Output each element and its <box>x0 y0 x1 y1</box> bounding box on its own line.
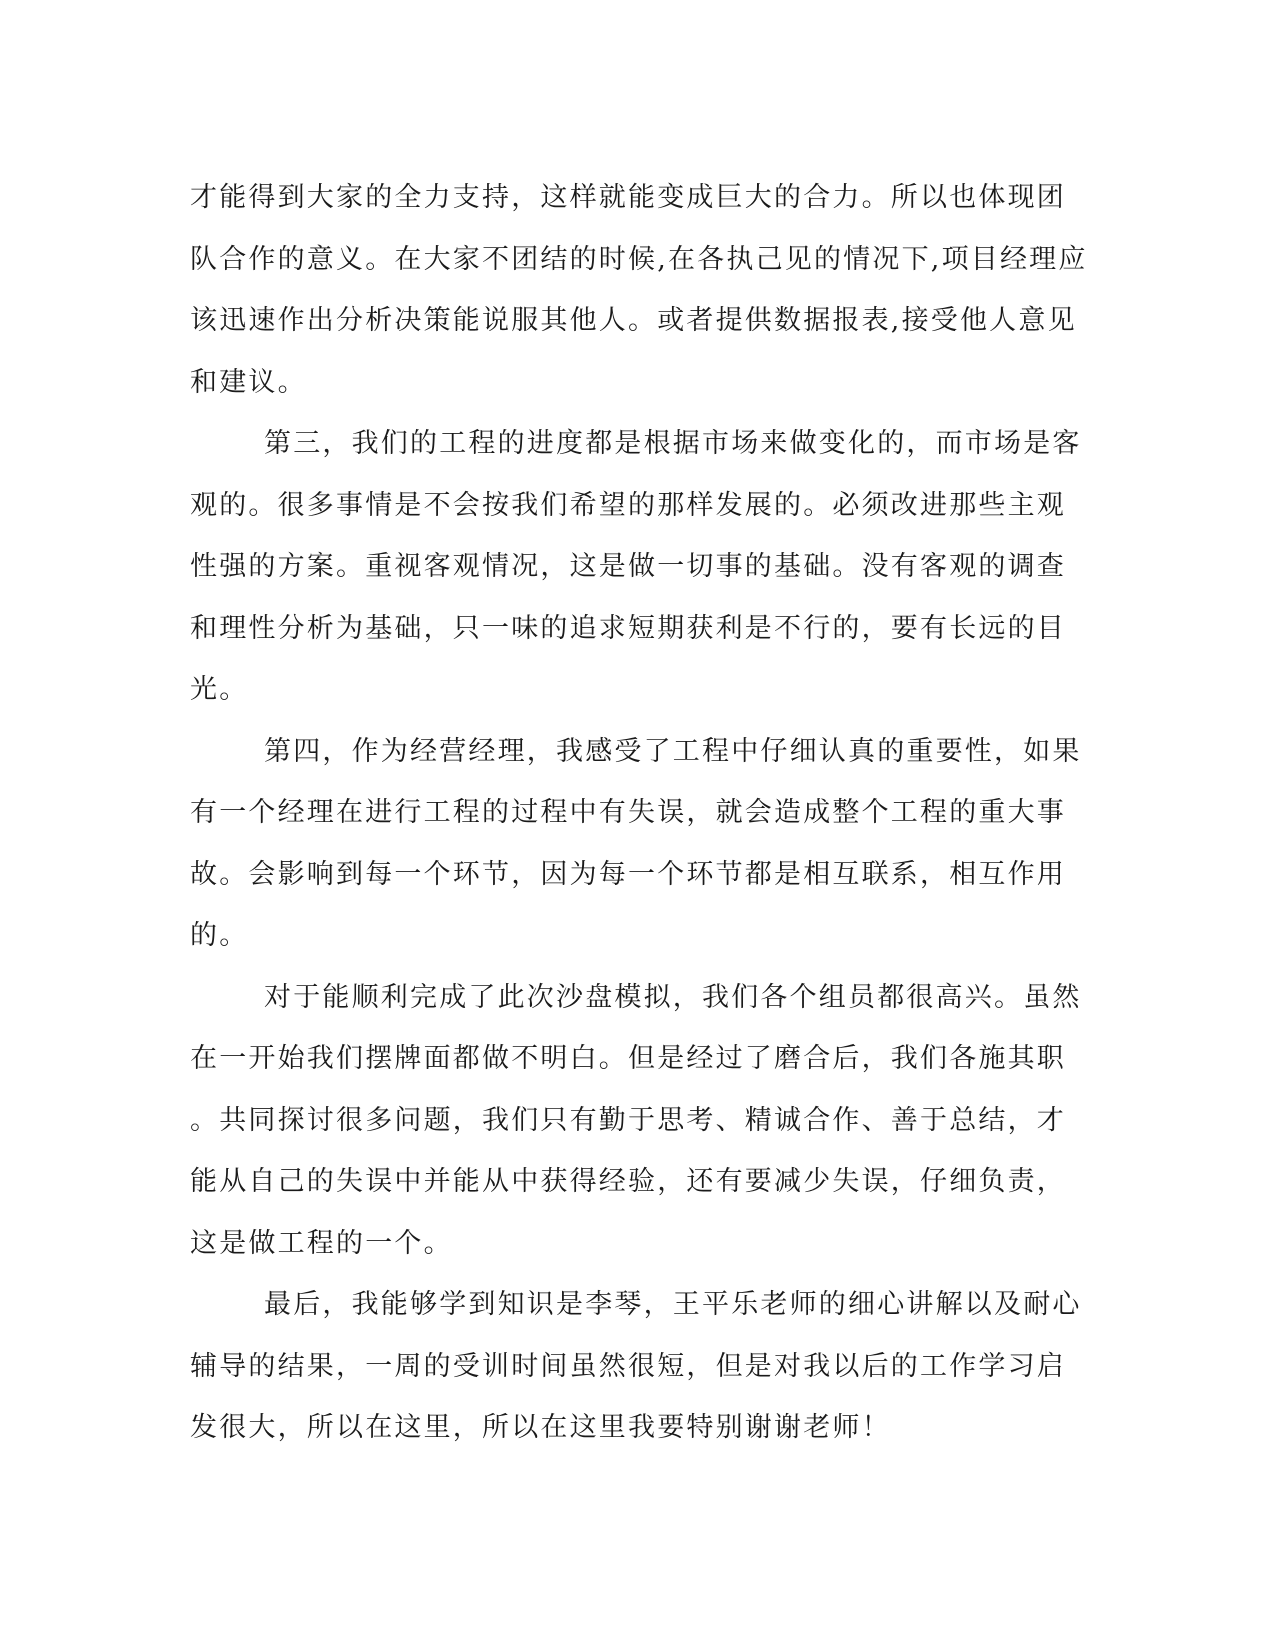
text-line: 的。 <box>190 920 249 951</box>
paragraph-start-line: 第四，作为经营经理，我感受了工程中仔细认真的重要性，如果 <box>264 735 1082 767</box>
text-line: 该迅速作出分析决策能说服其他人。或者提供数据报表,接受他人意见 <box>190 305 1077 336</box>
text-line: 才能得到大家的全力支持，这样就能变成巨大的合力。所以也体现团 <box>190 182 1066 213</box>
text-line: 和理性分析为基础，只一味的追求短期获利是不行的，要有长远的目 <box>190 612 1066 644</box>
text-line: 队合作的意义。在大家不团结的时候,在各执己见的情况下,项目经理应 <box>190 243 1088 275</box>
paragraph-start-line: 对于能顺利完成了此次沙盘模拟，我们各个组员都很高兴。虽然 <box>264 981 1082 1013</box>
text-line: 在一开始我们摆牌面都做不明白。但是经过了磨合后，我们各施其职 <box>190 1043 1066 1074</box>
text-line: 观的。很多事情是不会按我们希望的那样发展的。必须改进那些主观 <box>190 489 1066 521</box>
paragraph-start-line: 最后，我能够学到知识是李琴，王平乐老师的细心讲解以及耐心 <box>264 1289 1082 1320</box>
text-line: 辅导的结果，一周的受训时间虽然很短，但是对我以后的工作学习启 <box>190 1350 1066 1382</box>
text-line: 光。 <box>190 674 249 705</box>
text-line: 能从自己的失误中并能从中获得经验，还有要减少失误，仔细负责， <box>190 1166 1066 1197</box>
document-body <box>190 167 1090 1459</box>
text-line: 故。会影响到每一个环节，因为每一个环节都是相互联系，相互作用 <box>190 858 1066 890</box>
text-line: 。共同探讨很多问题，我们只有勤于思考、精诚合作、善于总结，才 <box>190 1104 1066 1136</box>
text-line: 性强的方案。重视客观情况，这是做一切事的基础。没有客观的调查 <box>190 551 1066 582</box>
text-line: 有一个经理在进行工程的过程中有失误，就会造成整个工程的重大事 <box>190 797 1066 828</box>
paragraph-start-line: 第三，我们的工程的进度都是根据市场来做变化的，而市场是客 <box>264 428 1082 459</box>
text-line: 发很大，所以在这里，所以在这里我要特别谢谢老师！ <box>190 1412 891 1443</box>
text-line: 这是做工程的一个。 <box>190 1227 453 1259</box>
text-line: 和建议。 <box>190 366 307 398</box>
